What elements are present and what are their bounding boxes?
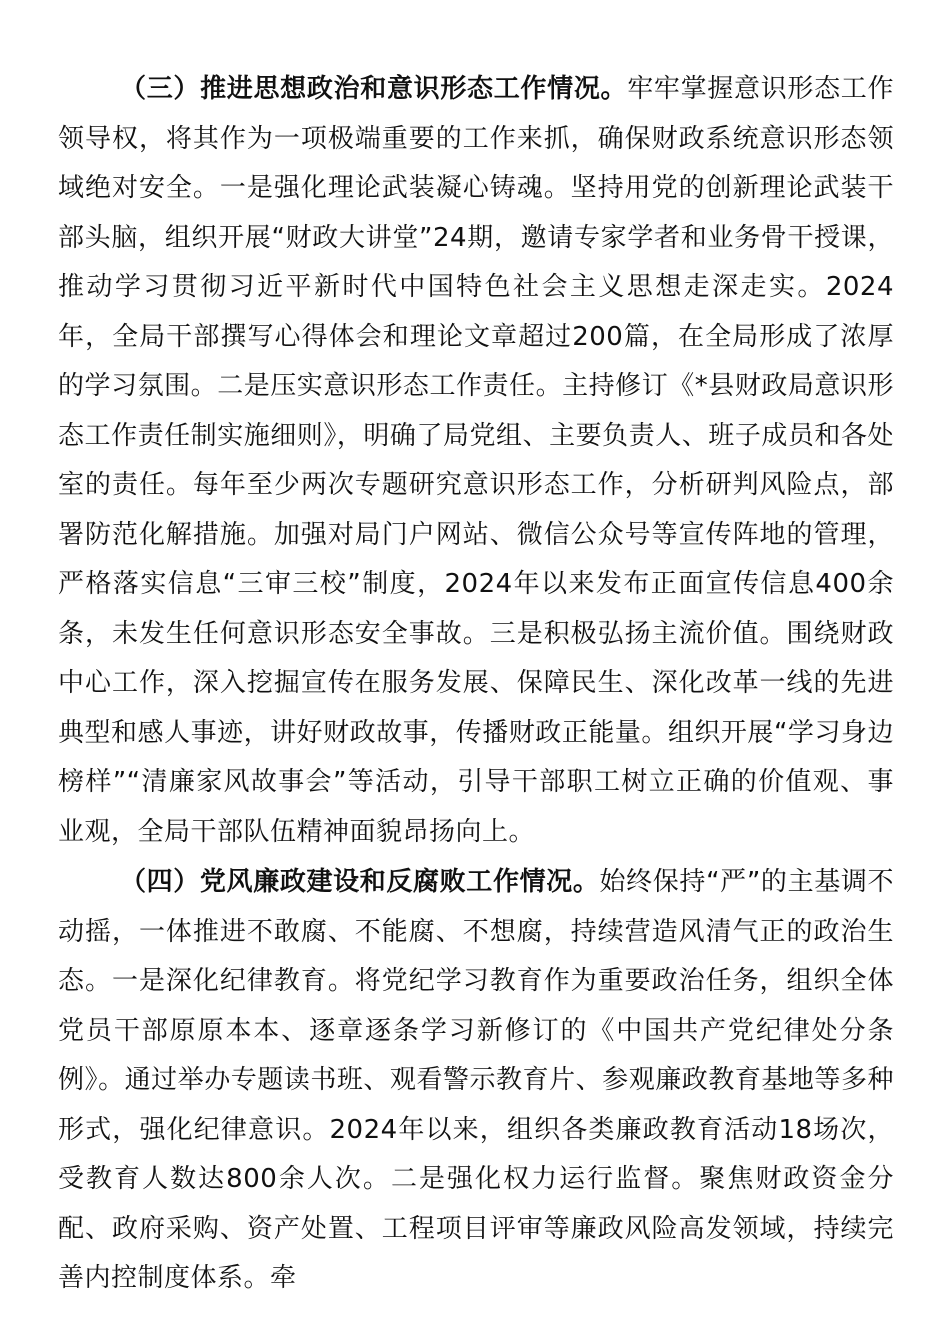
section-3-paragraph <box>58 65 894 857</box>
section-4-heading: （四）党风廉政建设和反腐败工作情况。 <box>120 867 600 897</box>
section-3-heading: （三）推进思想政治和意识形态工作情况。 <box>120 74 628 104</box>
section-4-paragraph <box>58 858 894 1304</box>
section-4-body: 始终保持“严”的主基调不动摇，一体推进不敢腐、不能腐、不想腐，持续营造风清气正的政治生态。一是深化纪律教育。将党纪学习教育作为重要政治任务，组织全体党员干部原原本本、逐章逐条学习新修订的《中国共产党纪律处分条例》。通过举办专题读书班、观看警示教育片、参观廉政教育基地等多种形式，强化纪律意识。2024年以来，组织各类廉政教育活动18场次，受教育人数达800余人次。二是强化权力运行监督。聚焦财政资金分配、政府采购、资产处置、工程项目评审等廉政风险高发领域，持续完善内控制度体系。牵 <box>58 867 894 1293</box>
section-3-body: 牢牢掌握意识形态工作领导权，将其作为一项极端重要的工作来抓，确保财政系统意识形态领域绝对安全。一是强化理论武装凝心铸魂。坚持用党的创新理论武装干部头脑，组织开展“财政大讲堂”24期，邀请专家学者和业务骨干授课，推动学习贯彻习近平新时代中国特色社会主义思想走深走实。2024年，全局干部撰写心得体会和理论文章超过200篇，在全局形成了浓厚的学习氛围。二是压实意识形态工作责任。主持修订《*县财政局意识形态工作责任制实施细则》，明确了局党组、主要负责人、班子成员和各处室的责任。每年至少两次专题研究意识形态工作，分析研判风险点，部署防范化解措施。加强对局门户网站、微信公众号等宣传阵地的管理，严格落实信息“三审三校”制度，2024年以来发布正面宣传信息400余条，未发生任何意识形态安全事故。三是积极弘扬主流价值。围绕财政中心工作，深入挖掘宣传在服务发展、保障民生、深化改革一线的先进典型和感人事迹，讲好财政故事，传播财政正能量。组织开展“学习身边榜样”“清廉家风故事会”等活动，引导干部职工树立正确的价值观、事业观，全局干部队伍精神面貌昂扬向上。 <box>58 74 894 847</box>
